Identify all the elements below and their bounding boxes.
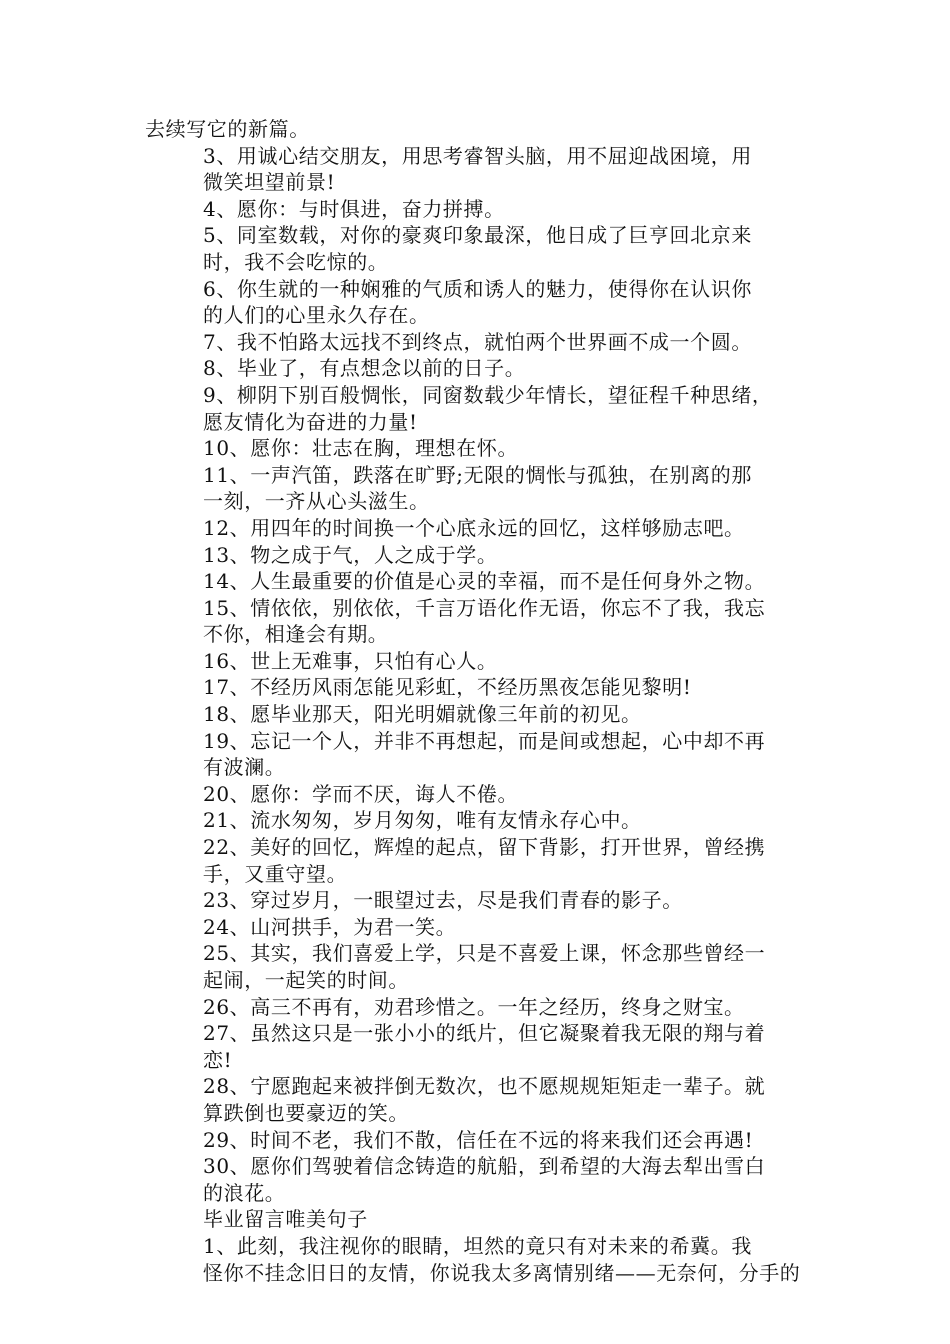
text-line: 不你，相逢会有期。 — [203, 622, 389, 647]
text-line: 去续写它的新篇。 — [145, 117, 310, 141]
paragraph — [145, 1233, 815, 1286]
text-line: 22、美好的回忆，辉煌的起点，留下背影，打开世界，曾经携 — [203, 835, 766, 860]
text-line: 8、毕业了，有点想念以前的日子。 — [203, 356, 526, 381]
paragraph — [145, 222, 815, 275]
text-line: 毕业留言唯美句子 — [203, 1207, 368, 1232]
text-line: 恋! — [203, 1047, 233, 1072]
text-line: 24、山河拱手，为君一笑。 — [203, 914, 457, 939]
text-line: 17、不经历风雨怎能见彩虹，不经历黑夜怎能见黎明! — [203, 675, 692, 700]
paragraph — [145, 701, 815, 728]
paragraph — [145, 143, 815, 196]
paragraph — [145, 1073, 815, 1126]
text-line: 有波澜。 — [203, 755, 286, 780]
paragraph — [145, 887, 815, 914]
paragraph — [145, 568, 815, 595]
paragraph — [145, 914, 815, 941]
paragraph — [145, 542, 815, 569]
text-line: 手，又重守望。 — [203, 861, 348, 886]
text-line: 23、穿过岁月，一眼望过去，尽是我们青春的影子。 — [203, 888, 683, 913]
paragraph — [145, 834, 815, 887]
text-line: 15、情依依，别依依，千言万语化作无语，你忘不了我，我忘 — [203, 595, 766, 620]
text-line: 6、你生就的一种娴雅的气质和诱人的魅力，使得你在认识你 — [203, 276, 752, 301]
text-line: 算跌倒也要豪迈的笑。 — [203, 1100, 409, 1125]
paragraph — [145, 515, 815, 542]
text-line: 7、我不怕路太远找不到终点，就怕两个世界画不成一个圆。 — [203, 329, 752, 354]
paragraph — [145, 1020, 815, 1073]
text-line: 29、时间不老，我们不散，信任在不远的将来我们还会再遇! — [203, 1127, 754, 1152]
paragraph — [145, 196, 815, 223]
text-line: 19、忘记一个人，并非不再想起，而是间或想起，心中却不再 — [203, 728, 766, 753]
text-line: 30、愿你们驾驶着信念铸造的航船，到希望的大海去犁出雪白 — [203, 1154, 766, 1179]
paragraph — [145, 1127, 815, 1154]
text-line: 26、高三不再有，劝君珍惜之。一年之经历，终身之财宝。 — [203, 994, 745, 1019]
text-line: 4、愿你：与时俱进，奋力拼搏。 — [203, 196, 505, 221]
paragraph — [145, 329, 815, 356]
paragraph — [145, 674, 815, 701]
text-line: 25、其实，我们喜爱上学，只是不喜爱上课，怀念那些曾经一 — [203, 941, 766, 966]
paragraph — [145, 116, 815, 143]
paragraph — [145, 595, 815, 648]
text-line: 愿友情化为奋进的力量! — [203, 409, 418, 434]
paragraph — [145, 994, 815, 1021]
text-line: 11、一声汽笛，跌落在旷野;无限的惆怅与孤独，在别离的那 — [203, 462, 752, 487]
paragraph — [145, 648, 815, 675]
paragraph — [145, 1153, 815, 1206]
text-line: 一刻，一齐从心头滋生。 — [203, 489, 430, 514]
text-line: 3、用诚心结交朋友，用思考睿智头脑，用不屈迎战困境，用 — [203, 143, 752, 168]
text-line: 的人们的心里永久存在。 — [203, 303, 430, 328]
paragraph — [145, 781, 815, 808]
text-line: 28、宁愿跑起来被拌倒无数次，也不愿规规矩矩走一辈子。就 — [203, 1074, 766, 1099]
paragraph — [145, 940, 815, 993]
text-line: 21、流水匆匆，岁月匆匆，唯有友情永存心中。 — [203, 808, 642, 833]
document-body — [145, 116, 815, 1286]
text-line: 起闹，一起笑的时间。 — [203, 968, 409, 992]
paragraph — [145, 462, 815, 515]
paragraph — [145, 807, 815, 834]
text-line: 13、物之成于气，人之成于学。 — [203, 542, 498, 567]
text-line: 怪你不挂念旧日的友情，你说我太多离情别绪——无奈何，分手的 — [203, 1260, 801, 1285]
text-line: 20、愿你：学而不厌，诲人不倦。 — [203, 781, 519, 806]
paragraph — [145, 355, 815, 382]
text-line: 时，我不会吃惊的。 — [203, 249, 389, 274]
text-line: 的浪花。 — [203, 1180, 286, 1205]
paragraph — [145, 728, 815, 781]
text-line: 微笑坦望前景! — [203, 170, 336, 195]
paragraph — [145, 382, 815, 435]
text-line: 1、此刻，我注视你的眼睛，坦然的竟只有对未来的希冀。我 — [203, 1233, 752, 1258]
text-line: 18、愿毕业那天，阳光明媚就像三年前的初见。 — [203, 702, 642, 727]
paragraph — [145, 435, 815, 462]
text-line: 27、虽然这只是一张小小的纸片，但它凝聚着我无限的翔与着 — [203, 1021, 766, 1046]
text-line: 16、世上无难事，只怕有心人。 — [203, 648, 498, 673]
text-line: 12、用四年的时间换一个心底永远的回忆，这样够励志吧。 — [203, 515, 745, 540]
text-line: 5、同室数载，对你的豪爽印象最深，他日成了巨亨回北京来 — [203, 223, 752, 248]
paragraph — [145, 1206, 815, 1233]
text-line: 9、柳阴下别百般惆怅，同窗数载少年情长，望征程千种思绪， — [203, 382, 773, 407]
paragraph — [145, 276, 815, 329]
text-line: 14、人生最重要的价值是心灵的幸福，而不是任何身外之物。 — [203, 569, 766, 594]
text-line: 10、愿你：壮志在胸，理想在怀。 — [203, 436, 519, 461]
